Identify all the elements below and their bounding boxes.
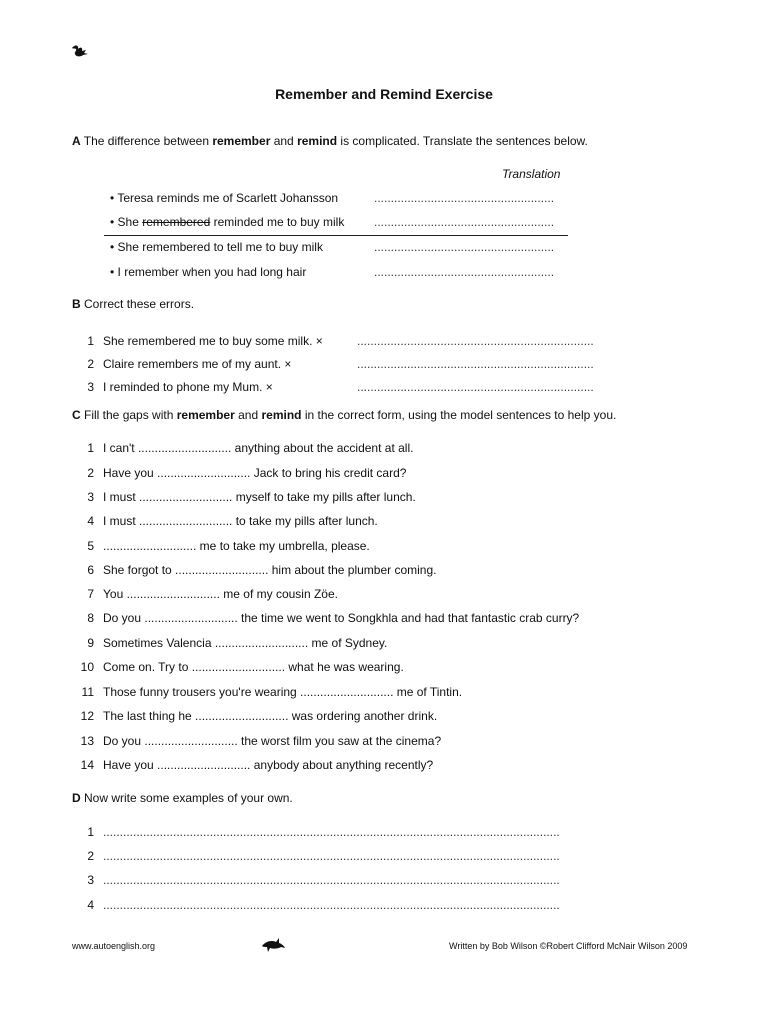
- gap-sentence-2[interactable]: Have you ............................ Jack to bring his credit card?: [103, 466, 407, 480]
- section-a-item-4: • I remember when you had long hair: [110, 265, 307, 279]
- gap-sentence-13[interactable]: Do you ............................ the worst film you saw at the cinema?: [103, 734, 442, 748]
- section-a-heading: [72, 134, 588, 148]
- section-c-num-9: 9: [87, 636, 94, 650]
- divider-line: [104, 235, 568, 236]
- example-blank-3[interactable]: .........................................................................................................................................: [103, 873, 560, 887]
- section-b-item-2: Claire remembers me of my aunt. ×: [103, 357, 292, 371]
- dolphin-footer-icon: [260, 936, 286, 954]
- section-b-num-3: 3: [87, 380, 94, 394]
- correction-blank-1[interactable]: .......................................................................: [357, 334, 594, 348]
- section-c-num-1: 1: [87, 441, 94, 455]
- section-b-letter: B: [72, 297, 81, 311]
- section-c-intro-mid: and: [234, 408, 262, 422]
- section-a-intro-post: is complicated. Translate the sentences below.: [337, 134, 588, 148]
- section-a-item-text: Teresa reminds me of Scarlett Johansson: [117, 191, 339, 205]
- section-c-bold-remind: remind: [261, 408, 302, 422]
- section-c-num-4: 4: [87, 514, 94, 528]
- example-blank-1[interactable]: .........................................................................................................................................: [103, 825, 560, 839]
- section-a-intro-pre: The difference between: [83, 134, 213, 148]
- section-c-num-11: 11: [81, 685, 94, 699]
- section-a-intro-mid: and: [270, 134, 298, 148]
- section-c-num-6: 6: [87, 563, 94, 577]
- gap-sentence-8[interactable]: Do you ............................ the time we went to Songkhla and had that fantastic crab curry?: [103, 611, 580, 625]
- section-b-intro: Correct these errors.: [84, 297, 195, 311]
- section-a-item-text: I remember when you had long hair: [117, 265, 307, 279]
- section-c-intro-post: in the correct form, using the model sentences to help you.: [301, 408, 617, 422]
- section-a-item-2: • She remembered reminded me to buy milk: [110, 215, 345, 229]
- translation-blank-4[interactable]: ......................................................: [374, 265, 555, 279]
- section-c-num-5: 5: [87, 539, 94, 553]
- section-c-intro-pre: Fill the gaps with: [84, 408, 177, 422]
- section-c-num-8: 8: [87, 611, 94, 625]
- gap-sentence-10[interactable]: Come on. Try to ............................ what he was wearing.: [103, 660, 404, 674]
- footer-credit: Written by Bob Wilson ©Robert Clifford McNair Wilson 2009: [449, 941, 688, 951]
- section-c-num-10: 10: [80, 660, 94, 674]
- section-b-num-2: 2: [87, 357, 94, 371]
- section-c-num-12: 12: [80, 709, 94, 723]
- section-b-item-3: I reminded to phone my Mum. ×: [103, 380, 273, 394]
- section-c-num-14: 14: [80, 758, 94, 772]
- gap-sentence-12[interactable]: The last thing he ............................ was ordering another drink.: [103, 709, 438, 723]
- section-b-item-1: She remembered me to buy some milk. ×: [103, 334, 323, 348]
- section-d-num-2: 2: [87, 849, 94, 863]
- section-a-item-pre: She: [117, 215, 143, 229]
- gap-sentence-11[interactable]: Those funny trousers you're wearing ............................ me of Tintin.: [103, 685, 463, 699]
- page-title: Remember and Remind Exercise: [275, 86, 493, 102]
- translation-blank-2[interactable]: ......................................................: [374, 215, 555, 229]
- translation-label: Translation: [502, 167, 561, 181]
- section-d-num-4: 4: [87, 898, 94, 912]
- translation-blank-3[interactable]: ......................................................: [374, 240, 555, 254]
- section-a-item-3: • She remembered to tell me to buy milk: [110, 240, 323, 254]
- correction-blank-2[interactable]: .......................................................................: [357, 357, 594, 371]
- struck-word: remembered: [142, 215, 211, 229]
- section-b-heading: [72, 297, 194, 311]
- section-d-num-1: 1: [87, 825, 94, 839]
- gap-sentence-14[interactable]: Have you ............................ anybody about anything recently?: [103, 758, 434, 772]
- section-d-letter: D: [72, 791, 81, 805]
- gap-sentence-5[interactable]: ............................ me to take my umbrella, please.: [103, 539, 370, 553]
- footer-website: www.autoenglish.org: [72, 941, 156, 951]
- section-a-item-post: reminded me to buy milk: [210, 215, 345, 229]
- section-a-item-1: • Teresa reminds me of Scarlett Johansson: [110, 191, 339, 205]
- section-c-letter: C: [72, 408, 81, 422]
- translation-blank-1[interactable]: ......................................................: [374, 191, 555, 205]
- section-a-letter: A: [72, 134, 81, 148]
- section-d-num-3: 3: [87, 873, 94, 887]
- section-b-num-1: 1: [87, 334, 94, 348]
- section-c-num-7: 7: [87, 587, 94, 601]
- dolphin-logo-icon: [70, 42, 92, 60]
- section-c-num-13: 13: [80, 734, 94, 748]
- gap-sentence-7[interactable]: You ............................ me of my cousin Zöe.: [103, 587, 338, 601]
- section-a-item-text: She remembered to tell me to buy milk: [117, 240, 323, 254]
- section-c-num-3: 3: [87, 490, 94, 504]
- section-a-bold-remind: remind: [297, 134, 338, 148]
- correction-blank-3[interactable]: .......................................................................: [357, 380, 594, 394]
- section-a-bold-remember: remember: [212, 134, 271, 148]
- section-c-bold-remember: remember: [176, 408, 235, 422]
- gap-sentence-4[interactable]: I must ............................ to take my pills after lunch.: [103, 514, 378, 528]
- section-c-heading: [72, 408, 616, 422]
- section-c-num-2: 2: [87, 466, 94, 480]
- gap-sentence-3[interactable]: I must ............................ myself to take my pills after lunch.: [103, 490, 416, 504]
- example-blank-2[interactable]: .........................................................................................................................................: [103, 849, 560, 863]
- example-blank-4[interactable]: .........................................................................................................................................: [103, 898, 560, 912]
- gap-sentence-1[interactable]: I can't ............................ anything about the accident at all.: [103, 441, 414, 455]
- section-d-intro: Now write some examples of your own.: [84, 791, 293, 805]
- gap-sentence-9[interactable]: Sometimes Valencia ............................ me of Sydney.: [103, 636, 388, 650]
- section-d-heading: [72, 791, 293, 805]
- gap-sentence-6[interactable]: She forgot to ............................ him about the plumber coming.: [103, 563, 437, 577]
